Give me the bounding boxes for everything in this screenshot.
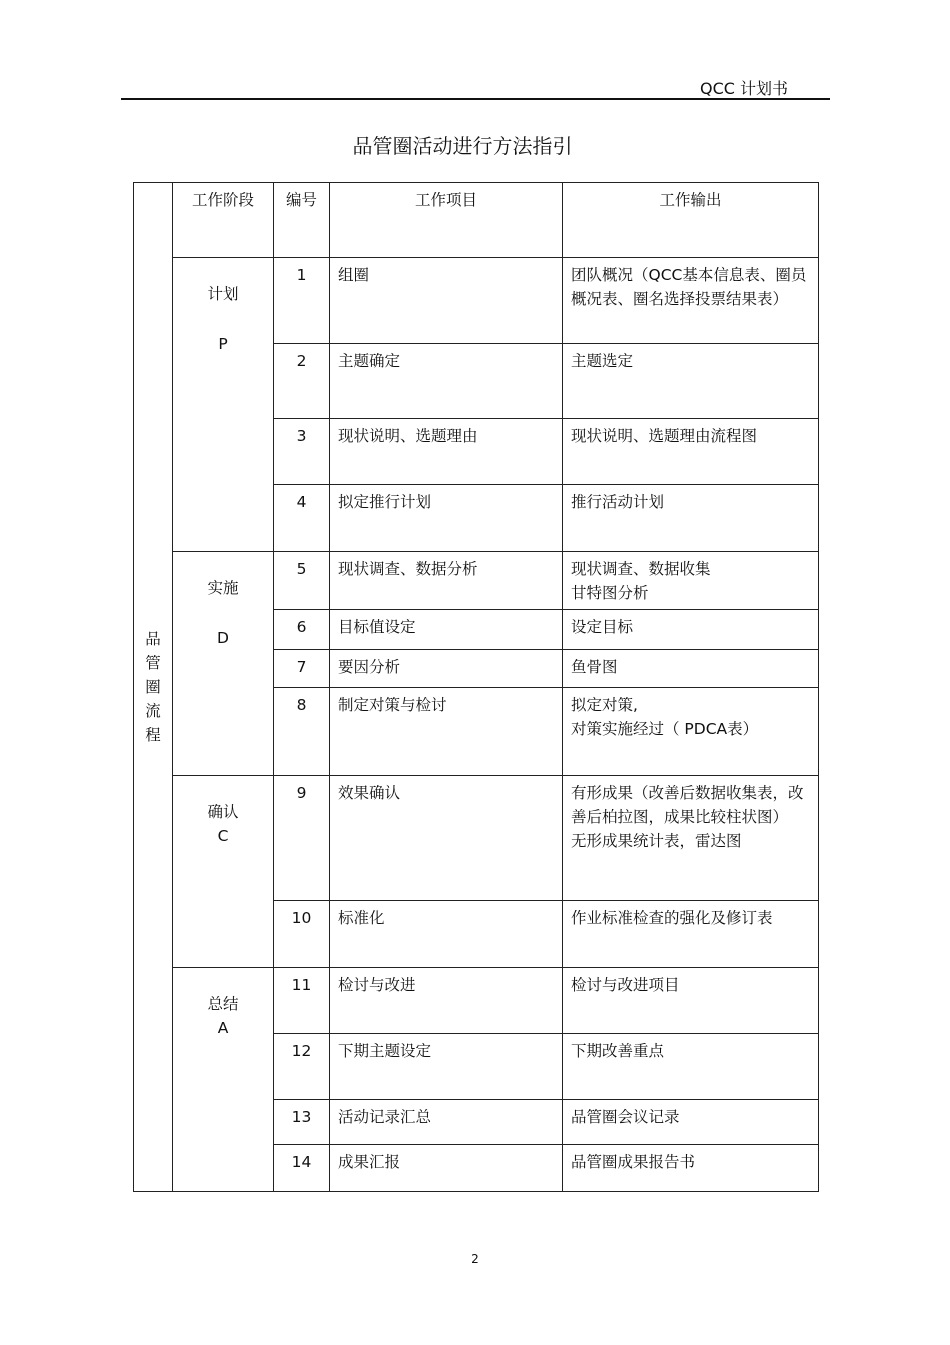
- row-item: 主题确定: [330, 344, 563, 419]
- row-item: 效果确认: [330, 776, 563, 901]
- process-label-cell: [134, 183, 173, 1192]
- row-output: 设定目标: [563, 610, 819, 650]
- row-output-line: 拟定对策,: [571, 696, 638, 714]
- stage-act: [173, 968, 274, 1192]
- row-output: [563, 688, 819, 776]
- row-output: 品管圈会议记录: [563, 1100, 819, 1145]
- row-no: 10: [274, 901, 330, 968]
- row-no: 2: [274, 344, 330, 419]
- table-row: [134, 968, 819, 1034]
- row-output: 鱼骨图: [563, 650, 819, 688]
- row-no: 13: [274, 1100, 330, 1145]
- header-stage: 工作阶段: [173, 183, 274, 258]
- row-item: 要因分析: [330, 650, 563, 688]
- header-item: 工作项目: [330, 183, 563, 258]
- row-item: 制定对策与检讨: [330, 688, 563, 776]
- row-output: 品管圈成果报告书: [563, 1145, 819, 1192]
- row-output-line: 有形成果（改善后数据收集表，改善后柏拉图，成果比较柱状图）: [571, 784, 804, 826]
- process-label: 品管圈流程: [145, 630, 161, 744]
- stage-code: C: [217, 827, 229, 845]
- row-item: 现状调查、数据分析: [330, 552, 563, 610]
- table-row: [134, 258, 819, 344]
- row-no: 5: [274, 552, 330, 610]
- row-no: 9: [274, 776, 330, 901]
- row-no: 8: [274, 688, 330, 776]
- row-output: 团队概况（QCC基本信息表、圈员概况表、圈名选择投票结果表）: [563, 258, 819, 344]
- row-output: 主题选定: [563, 344, 819, 419]
- row-item: 下期主题设定: [330, 1034, 563, 1100]
- row-output: 现状说明、选题理由流程图: [563, 419, 819, 485]
- stage-code: A: [217, 1019, 229, 1037]
- row-output: 作业标准检查的强化及修订表: [563, 901, 819, 968]
- method-guide-table: [133, 182, 819, 1192]
- stage-plan: [173, 258, 274, 552]
- row-item: 成果汇报: [330, 1145, 563, 1192]
- stage-do: [173, 552, 274, 776]
- row-output: 推行活动计划: [563, 485, 819, 552]
- row-output: 下期改善重点: [563, 1034, 819, 1100]
- row-output-line: 无形成果统计表，雷达图: [571, 832, 742, 850]
- row-item: 拟定推行计划: [330, 485, 563, 552]
- row-no: 6: [274, 610, 330, 650]
- page-number: 2: [471, 1252, 479, 1266]
- header-rule: [121, 98, 830, 100]
- table-row: [134, 552, 819, 610]
- stage-name: 确认: [207, 803, 239, 821]
- stage-name: 总结: [207, 995, 239, 1013]
- header-no: 编号: [274, 183, 330, 258]
- stage-code: D: [217, 629, 229, 647]
- header-text: QCC 计划书: [700, 79, 789, 98]
- row-item: 活动记录汇总: [330, 1100, 563, 1145]
- row-no: 3: [274, 419, 330, 485]
- row-output: 检讨与改进项目: [563, 968, 819, 1034]
- row-output: [563, 776, 819, 901]
- row-output-line: 现状调查、数据收集: [571, 560, 711, 578]
- row-output-line: 甘特图分析: [571, 584, 649, 602]
- row-no: 12: [274, 1034, 330, 1100]
- stage-name: 计划: [207, 285, 239, 303]
- header-output: 工作输出: [563, 183, 819, 258]
- stage-check: [173, 776, 274, 968]
- table-row: [134, 776, 819, 901]
- row-no: 1: [274, 258, 330, 344]
- row-no: 4: [274, 485, 330, 552]
- row-item: 目标值设定: [330, 610, 563, 650]
- stage-code: P: [218, 335, 228, 353]
- row-item: 标准化: [330, 901, 563, 968]
- row-output: [563, 552, 819, 610]
- stage-name: 实施: [207, 579, 239, 597]
- row-output-line: 对策实施经过（ PDCA表）: [571, 720, 759, 738]
- row-item: 现状说明、选题理由: [330, 419, 563, 485]
- row-item: 组圈: [330, 258, 563, 344]
- table-header-row: [134, 183, 819, 258]
- document-title: 品管圈活动进行方法指引: [352, 134, 573, 158]
- row-item: 检讨与改进: [330, 968, 563, 1034]
- row-no: 14: [274, 1145, 330, 1192]
- row-no: 11: [274, 968, 330, 1034]
- row-no: 7: [274, 650, 330, 688]
